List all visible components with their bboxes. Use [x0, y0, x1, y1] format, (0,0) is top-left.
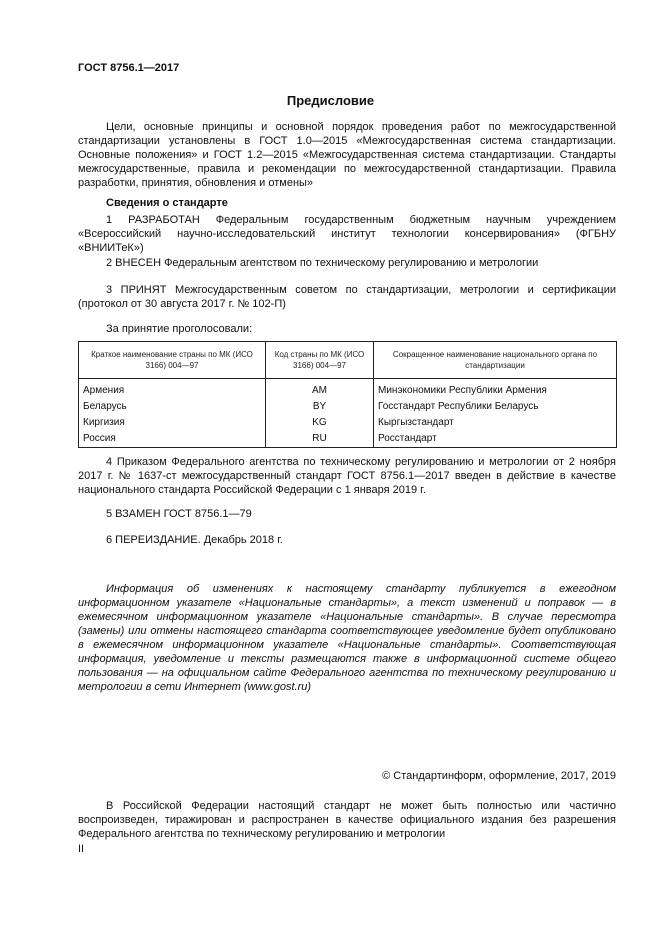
- page-number: II: [78, 843, 85, 855]
- notice-paragraph: Информация об изменениях к настоящему стандарту публикуется в ежегодном информационном указателе «Национальные стандарты», а текст изменений и поправок — в ежемесячном информационном указателе «Национальные стандарты». В случае пересмотра (замены) или отмены настоящего стандарта соответствующее уведомление будет опубликовано в ежемесячном информационном указателе «Национальные стандарты». Соответствующая информация, уведомление и тексты размещаются также в информационной системе общего пользования — на официальном сайте Федерального агентства по техническому регулированию и метрологии в сети Интернет (www.gost.ru): [78, 583, 616, 693]
- document-id: ГОСТ 8756.1—2017: [78, 62, 180, 74]
- table-header-row: [79, 342, 617, 379]
- standards-body: Кыргызстандарт: [374, 415, 617, 431]
- table-row: [79, 379, 617, 400]
- country-name: Россия: [79, 431, 266, 448]
- country-name: Киргизия: [79, 415, 266, 431]
- page-title: Предисловие: [286, 93, 375, 108]
- item-2: 2 ВНЕСЕН Федеральным агентством по техническому регулированию и метрологии: [106, 257, 539, 269]
- standards-body: Росстандарт: [374, 431, 617, 448]
- standards-body: Минэкономики Республики Армения: [374, 379, 617, 400]
- country-code: BY: [266, 399, 374, 415]
- item-5: 5 ВЗАМЕН ГОСТ 8756.1—79: [106, 508, 252, 520]
- table-row: [79, 399, 617, 415]
- country-name: Беларусь: [79, 399, 266, 415]
- copyright-line: © Стандартинформ, оформление, 2017, 2019: [382, 770, 616, 782]
- table-row: [79, 431, 617, 448]
- legal-paragraph: В Российской Федерации настоящий стандарт не может быть полностью или частично воспроизведен, тиражирован и распространен в качестве официального издания без разрешения Федерального агентства по техническому регулированию и метрологии: [78, 800, 616, 840]
- country-code: AM: [266, 379, 374, 400]
- item-4: 4 Приказом Федерального агентства по техническому регулированию и метрологии от 2 ноября 2017 г. № 1637-ст межгосударственный стандарт ГОСТ 8756.1—2017 введен в действие в качестве национального стандарта Российской Федерации с 1 января 2019 г.: [78, 456, 616, 496]
- item-1: 1 РАЗРАБОТАН Федеральным государственным бюджетным научным учреждением «Всероссийский научно-исследовательский институт технологии консервирования» (ФГБНУ «ВНИИТеК»): [78, 214, 616, 254]
- country-code: KG: [266, 415, 374, 431]
- standards-body: Госстандарт Республики Беларусь: [374, 399, 617, 415]
- country-code: RU: [266, 431, 374, 448]
- country-name: Армения: [79, 379, 266, 400]
- table-header-body: Сокращенное наименование национального органа по стандартизации: [374, 342, 617, 379]
- table-row: [79, 415, 617, 431]
- table-header-country: Краткое наименование страны по МК (ИСО 3166) 004—97: [79, 342, 266, 379]
- info-heading: Сведения о стандарте: [106, 197, 228, 209]
- voting-table: [78, 341, 617, 448]
- voted-label: За принятие проголосовали:: [106, 323, 253, 335]
- intro-paragraph: Цели, основные принципы и основной порядок проведения работ по межгосударственной стандартизации установлены в ГОСТ 1.0—2015 «Межгосударственная система стандартизации. Основные положения» и ГОСТ 1.2—2015 «Межгосударственная система стандартизации. Стандарты межгосударственные, правила и рекомендации по межгосударственной стандартизации. Правила разработки, принятия, обновления и отмены»: [78, 121, 616, 189]
- item-6: 6 ПЕРЕИЗДАНИЕ. Декабрь 2018 г.: [106, 534, 283, 546]
- table-header-code: Код страны по МК (ИСО 3166) 004—97: [266, 342, 374, 379]
- item-3: 3 ПРИНЯТ Межгосударственным советом по стандартизации, метрологии и сертификации (протокол от 30 августа 2017 г. № 102-П): [78, 284, 616, 310]
